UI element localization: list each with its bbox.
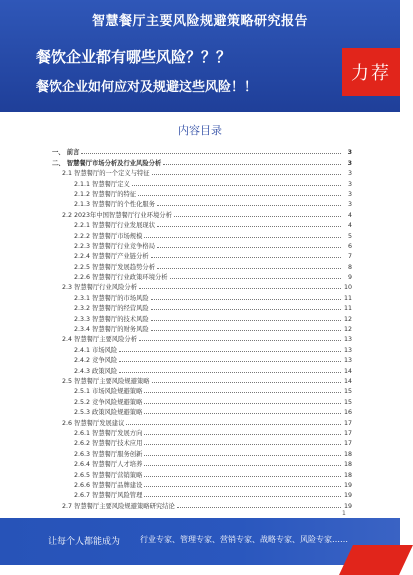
toc-leader-dots — [157, 247, 341, 248]
toc-leader-dots — [151, 299, 341, 300]
toc-entry-label: 2.3.3 智慧餐厅的技术风险 — [74, 315, 149, 323]
toc-entry[interactable] — [52, 156, 352, 166]
toc-entry[interactable] — [52, 447, 352, 457]
toc-entry-page: 18 — [343, 461, 352, 469]
toc-entry-label: 2.2.2 智慧餐厅市场规模 — [74, 232, 143, 240]
toc-entry-page: 10 — [343, 284, 352, 292]
toc-leader-dots — [144, 403, 341, 404]
toc-entry[interactable] — [52, 188, 352, 198]
toc-entry-page: 6 — [347, 242, 352, 250]
toc-entry[interactable] — [52, 489, 352, 499]
toc-leader-dots — [151, 309, 341, 310]
toc-leader-dots — [144, 476, 341, 477]
toc-entry-page: 3 — [347, 149, 352, 157]
toc-entry-page: 8 — [347, 263, 352, 271]
toc-entry[interactable] — [52, 291, 352, 301]
toc-entry-label: 2.1.1 智慧餐厅定义 — [74, 180, 130, 188]
toc-entry[interactable] — [52, 375, 352, 385]
toc-entry[interactable] — [52, 198, 352, 208]
toc-entry[interactable] — [52, 479, 352, 489]
toc-entry-label: 2.6.2 智慧餐厅技术应用 — [74, 440, 143, 448]
toc-entry-label: 2.2.3 智慧餐厅行业竞争格局 — [74, 242, 155, 250]
toc-leader-dots — [119, 351, 341, 352]
toc-leader-dots — [144, 444, 341, 445]
toc-entry[interactable] — [52, 146, 352, 156]
toc-entry[interactable] — [52, 219, 352, 229]
toc-entry-page: 7 — [347, 253, 352, 261]
toc-entry-page: 18 — [343, 450, 352, 458]
toc-entry-label: 2.1 智慧餐厅的一个定义与特征 — [62, 170, 150, 178]
toc-entry-label: 2.6.4 智慧餐厅人才培养 — [74, 461, 143, 469]
toc-entry-page: 19 — [343, 502, 352, 510]
toc-entry-label: 2.6 智慧餐厅发展建议 — [62, 419, 125, 427]
toc-entry-label: 2.3.2 智慧餐厅的经营风险 — [74, 305, 149, 313]
toc-entry-page: 14 — [343, 367, 352, 375]
toc-entry-page: 11 — [343, 305, 352, 313]
toc-entry[interactable] — [52, 364, 352, 374]
toc-entry-page: 13 — [343, 357, 352, 365]
toc-entry[interactable] — [52, 354, 352, 364]
toc-leader-dots — [139, 288, 341, 289]
toc-entry-label: 2.1.3 智慧餐厅的个性化服务 — [74, 201, 155, 209]
toc-entry-page: 11 — [343, 294, 352, 302]
toc-leader-dots — [139, 340, 341, 341]
toc-entry-label: 2.6.5 智慧餐厅营销策略 — [74, 471, 143, 479]
toc-entry-label: 2.5.2 竞争风险规避策略 — [74, 398, 143, 406]
toc-leader-dots — [151, 330, 341, 331]
toc-entry-page: 16 — [343, 409, 352, 417]
page-number: 1 — [342, 510, 346, 517]
toc-entry-page: 19 — [343, 492, 352, 500]
toc-entry-page: 15 — [343, 388, 352, 396]
toc-entry-page: 18 — [343, 471, 352, 479]
toc-entry-page: 3 — [347, 190, 352, 198]
toc-entry[interactable] — [52, 229, 352, 239]
toc-entry-page: 17 — [343, 419, 352, 427]
toc-entry[interactable] — [52, 312, 352, 322]
toc-leader-dots — [126, 424, 341, 425]
toc-entry[interactable] — [52, 437, 352, 447]
toc-entry-label: 2.5.1 市场风险规避策略 — [74, 388, 143, 396]
toc-entry[interactable] — [52, 260, 352, 270]
toc-leader-dots — [144, 413, 341, 414]
toc-entry-label: 2.4 智慧餐厅主要风险分析 — [62, 336, 137, 344]
toc-leader-dots — [170, 278, 341, 279]
toc-entry[interactable] — [52, 406, 352, 416]
toc-entry-label: 2.7 智慧餐厅主要风险规避策略研究结论 — [62, 502, 175, 510]
toc-entry[interactable] — [52, 385, 352, 395]
report-title: 智慧餐厅主要风险规避策略研究报告 — [91, 14, 308, 29]
toc-entry-label: 2.6.3 智慧餐厅服务创新 — [74, 450, 143, 458]
toc-entry[interactable] — [52, 458, 352, 468]
toc-entry[interactable] — [52, 177, 352, 187]
toc-entry[interactable] — [52, 395, 352, 405]
toc-entry-label: 2.4.1 市场风险 — [74, 346, 118, 354]
toc-leader-dots — [119, 372, 341, 373]
toc-entry-label: 2.6.7 智慧餐厅风险管理 — [74, 492, 143, 500]
toc-leader-dots — [144, 434, 341, 435]
table-of-contents — [52, 146, 352, 510]
toc-leader-dots — [174, 216, 341, 217]
toc-entry-page: 13 — [343, 336, 352, 344]
toc-entry-page: 13 — [343, 346, 352, 354]
toc-leader-dots — [177, 507, 341, 508]
toc-heading: 内容目录 — [178, 124, 222, 137]
toc-leader-dots — [157, 205, 341, 206]
toc-leader-dots — [151, 320, 341, 321]
toc-entry-label: 2.4.3 政策风险 — [74, 367, 118, 375]
toc-entry[interactable] — [52, 271, 352, 281]
toc-entry-label: 2.2.4 智慧餐厅产业链分析 — [74, 253, 149, 261]
toc-entry[interactable] — [52, 167, 352, 177]
toc-entry-page: 3 — [347, 159, 352, 167]
toc-entry-page: 12 — [343, 326, 352, 334]
toc-entry-page: 17 — [343, 429, 352, 437]
footer-accent — [339, 545, 413, 575]
toc-entry[interactable] — [52, 250, 352, 260]
toc-entry-page: 3 — [347, 180, 352, 188]
toc-leader-dots — [119, 361, 341, 362]
toc-leader-dots — [144, 455, 341, 456]
toc-entry-page: 14 — [343, 377, 352, 385]
toc-entry[interactable] — [52, 281, 352, 291]
report-header — [0, 0, 400, 112]
toc-entry[interactable] — [52, 468, 352, 478]
toc-entry-label: 2.2.5 智慧餐厅发展趋势分析 — [74, 263, 155, 271]
toc-entry-label: 2.1.2 智慧餐厅的特征 — [74, 190, 137, 198]
toc-entry[interactable] — [52, 240, 352, 250]
toc-entry-page: 4 — [347, 222, 352, 230]
toc-entry-page: 15 — [343, 398, 352, 406]
toc-entry[interactable] — [52, 343, 352, 353]
toc-entry-page: 4 — [347, 211, 352, 219]
toc-entry-label: 2.3.1 智慧餐厅的市场风险 — [74, 294, 149, 302]
toc-entry[interactable] — [52, 323, 352, 333]
toc-leader-dots — [144, 237, 341, 238]
toc-entry-label: 2.2 2023年中国智慧餐厅行业环境分析 — [62, 211, 172, 219]
toc-entry-label: 一、 前言 — [52, 149, 80, 157]
toc-entry-label: 2.2.6 智慧餐厅行业政策环境分析 — [74, 274, 168, 282]
toc-leader-dots — [151, 257, 341, 258]
subheadline: 餐饮企业如何应对及规避这些风险！！ — [36, 80, 258, 95]
toc-entry[interactable] — [52, 333, 352, 343]
toc-leader-dots — [163, 164, 341, 165]
toc-entry[interactable] — [52, 302, 352, 312]
recommend-badge: 力荐 — [342, 48, 400, 96]
toc-entry-page: 3 — [347, 201, 352, 209]
toc-leader-dots — [138, 195, 341, 196]
toc-entry-page: 12 — [343, 315, 352, 323]
toc-entry-page: 3 — [347, 170, 352, 178]
toc-entry[interactable] — [52, 208, 352, 218]
toc-entry-label: 2.2.1 智慧餐厅行业发展现状 — [74, 222, 155, 230]
headline: 餐饮企业都有哪些风险？？？ — [36, 48, 232, 66]
toc-entry-label: 2.6.1 智慧餐厅发展方向 — [74, 429, 143, 437]
toc-entry-label: 2.3 智慧餐厅行业风险分析 — [62, 284, 137, 292]
toc-entry[interactable] — [52, 427, 352, 437]
toc-leader-dots — [157, 268, 341, 269]
toc-leader-dots — [144, 486, 341, 487]
toc-leader-dots — [152, 174, 341, 175]
toc-entry-label: 2.4.2 竞争风险 — [74, 357, 118, 365]
toc-entry-page: 19 — [343, 481, 352, 489]
toc-entry-label: 2.5 智慧餐厅主要风险规避策略 — [62, 377, 150, 385]
toc-leader-dots — [144, 392, 341, 393]
toc-leader-dots — [152, 382, 341, 383]
toc-entry-label: 2.3.4 智慧餐厅的财务风险 — [74, 326, 149, 334]
toc-entry-page: 17 — [343, 440, 352, 448]
toc-entry-label: 2.5.3 政策风险规避策略 — [74, 409, 143, 417]
footer-tags: 行业专家、管理专家、营销专家、战略专家、风险专家…… — [140, 535, 348, 544]
footer-slogan: 让每个人都能成为 — [48, 537, 121, 547]
toc-leader-dots — [144, 496, 341, 497]
toc-leader-dots — [132, 185, 341, 186]
toc-entry[interactable] — [52, 416, 352, 426]
toc-leader-dots — [81, 153, 341, 154]
footer-banner — [0, 518, 400, 565]
toc-entry-page: 9 — [347, 274, 352, 282]
toc-entry[interactable] — [52, 499, 352, 509]
toc-entry-label: 二、 智慧餐厅市场分析及行业风险分析 — [52, 159, 162, 167]
toc-leader-dots — [157, 226, 341, 227]
toc-entry-label: 2.6.6 智慧餐厅品牌建设 — [74, 481, 143, 489]
toc-entry-page: 5 — [347, 232, 352, 240]
toc-leader-dots — [144, 465, 341, 466]
